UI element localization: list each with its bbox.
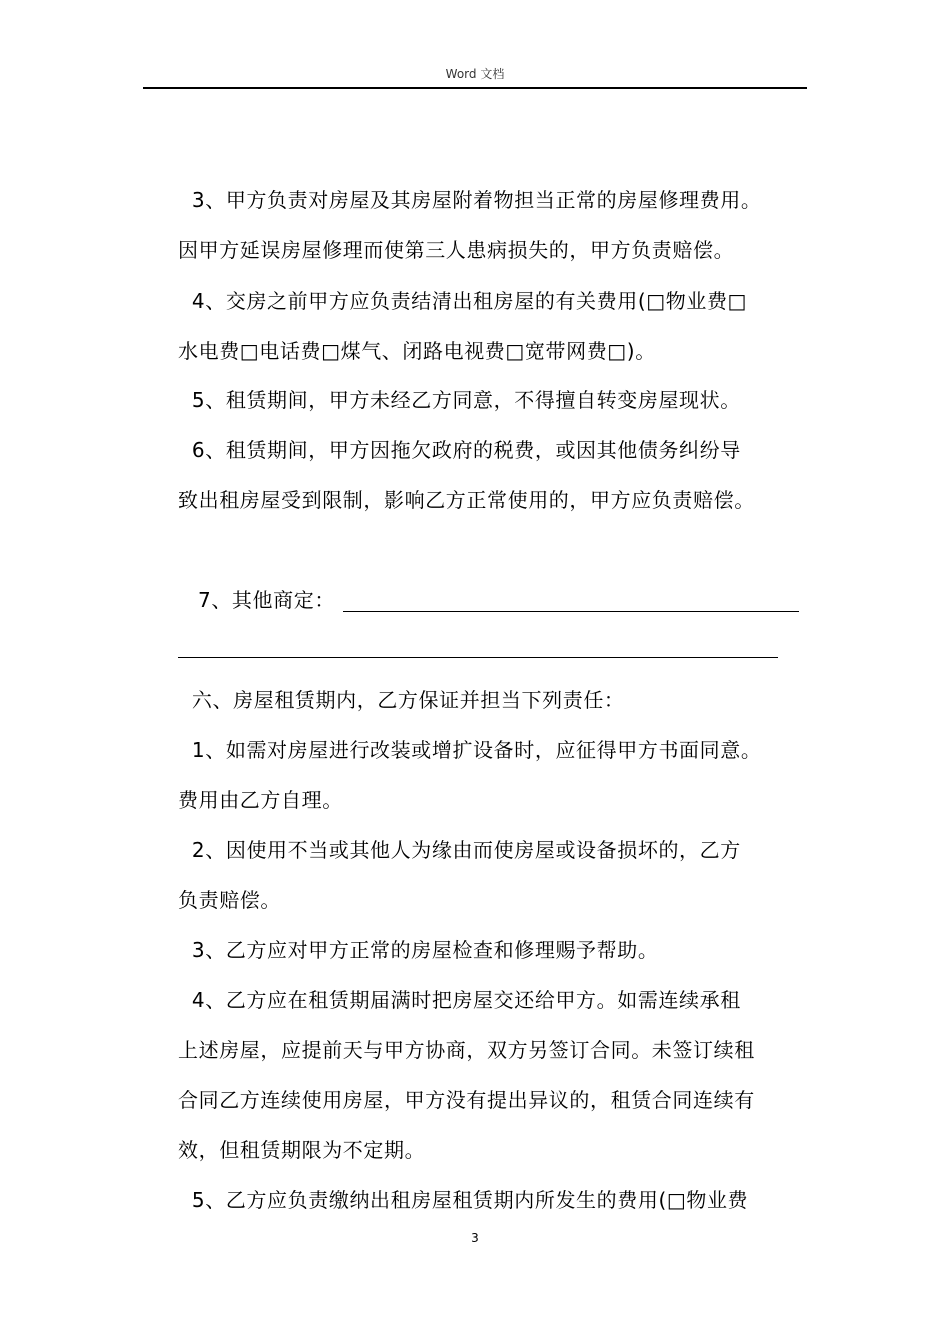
fill-in-blank-line-continued xyxy=(178,657,778,658)
header-divider xyxy=(143,87,807,89)
paragraph-line: 6、租赁期间，甲方因拖欠政府的税费，或因其他债务纠纷导 xyxy=(178,438,741,462)
paragraph-line: 5、租赁期间，甲方未经乙方同意，不得擅自转变房屋现状。 xyxy=(178,388,741,412)
section-heading: 六、房屋租赁期内，乙方保证并担当下列责任： xyxy=(178,688,625,712)
paragraph-line: 效，但租赁期限为不定期。 xyxy=(178,1138,426,1162)
paragraph-line: 因甲方延误房屋修理而使第三人患病损失的，甲方负责赔偿。 xyxy=(178,238,735,262)
paragraph-line: 水电费□电话费□煤气、闭路电视费□宽带网费□)。 xyxy=(178,339,656,363)
paragraph-line: 3、甲方负责对房屋及其房屋附着物担当正常的房屋修理费用。 xyxy=(178,188,762,212)
paragraph-line: 致出租房屋受到限制，影响乙方正常使用的，甲方应负责赔偿。 xyxy=(178,488,755,512)
paragraph-line: 负责赔偿。 xyxy=(178,888,281,912)
paragraph-line: 上述房屋，应提前天与甲方协商，双方另签订合同。未签订续租 xyxy=(178,1038,755,1062)
paragraph-line: 合同乙方连续使用房屋，甲方没有提出异议的，租赁合同连续有 xyxy=(178,1088,755,1112)
page-number: 3 xyxy=(471,1231,479,1245)
paragraph-line: 5、乙方应负责缴纳出租房屋租赁期内所发生的费用(□物业费 xyxy=(178,1188,749,1212)
other-agreement-row xyxy=(178,586,810,614)
other-agreement-label: 7、其他商定： xyxy=(198,588,335,612)
paragraph-line: 1、如需对房屋进行改装或增扩设备时，应征得甲方书面同意。 xyxy=(178,738,762,762)
fill-in-blank-line xyxy=(343,611,799,612)
paragraph-line: 3、乙方应对甲方正常的房屋检查和修理赐予帮助。 xyxy=(178,938,659,962)
page-header: Word 文档 xyxy=(445,67,505,81)
paragraph-line: 4、乙方应在租赁期届满时把房屋交还给甲方。如需连续承租 xyxy=(178,988,741,1012)
paragraph-line: 2、因使用不当或其他人为缘由而使房屋或设备损坏的，乙方 xyxy=(178,838,741,862)
paragraph-line: 4、交房之前甲方应负责结清出租房屋的有关费用(□物业费□ xyxy=(178,289,748,313)
paragraph-line: 费用由乙方自理。 xyxy=(178,788,343,812)
